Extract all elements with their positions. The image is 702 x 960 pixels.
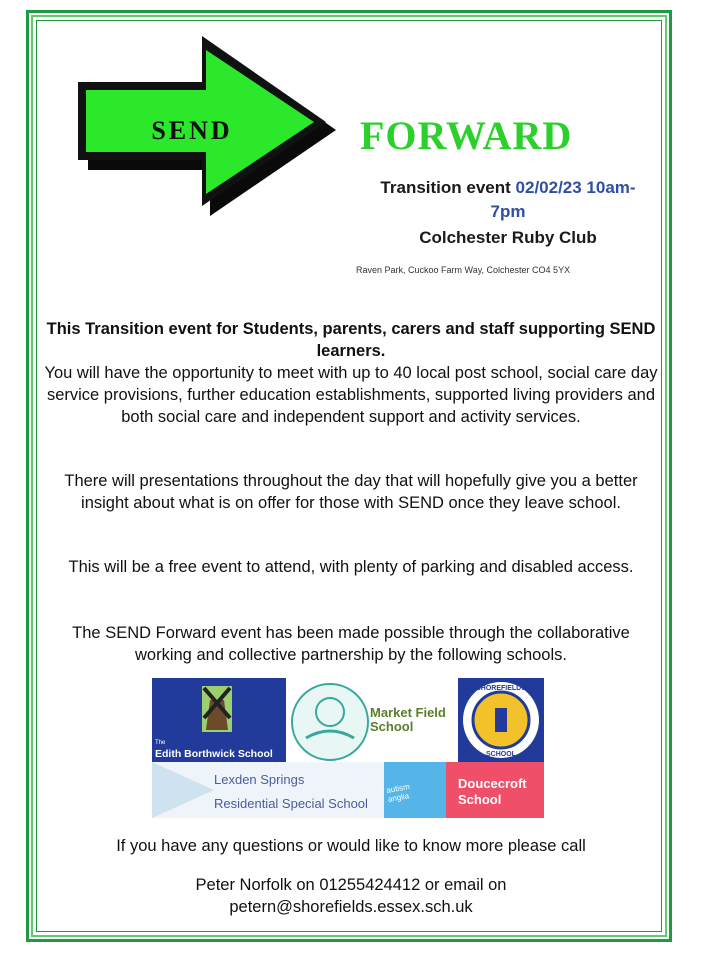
- market-field-label: [370, 706, 446, 734]
- market-field-line2: School: [370, 719, 414, 734]
- shorefields-bottom-text: SCHOOL: [486, 751, 516, 758]
- venue-name: Colchester Ruby Club: [419, 228, 597, 247]
- partnership-paragraph: The SEND Forward event has been made possible through the collaborative working and collective partnership by the following schools.: [72, 624, 630, 664]
- tree-hands-icon: [286, 678, 370, 762]
- lexden-line2: Residential Special School: [214, 796, 368, 811]
- contact-email[interactable]: petern@shorefields.essex.sch.uk: [229, 898, 473, 916]
- lexden-line1: Lexden Springs: [214, 772, 305, 787]
- lexden-springs-logo: [152, 762, 384, 818]
- lexden-shape-icon: [152, 762, 214, 818]
- edith-the: The: [155, 740, 166, 746]
- edith-label: Edith Borthwick School: [155, 748, 273, 760]
- page-title: FORWARD: [360, 113, 573, 158]
- intro-lead: This Transition event for Students, parents, carers and staff supporting SEND learners.: [46, 320, 656, 360]
- contact-details: [44, 874, 658, 918]
- free-event-paragraph: This will be a free event to attend, with plenty of parking and disabled access.: [68, 558, 634, 576]
- event-datetime: [348, 176, 668, 224]
- shorefields-badge-icon: [458, 678, 544, 762]
- doucecroft-line2: School: [458, 792, 502, 807]
- intro-paragraph: [44, 318, 658, 428]
- arrow-word: SEND: [151, 116, 233, 145]
- shorefields-logo: [458, 678, 544, 762]
- doucecroft-logo: [384, 762, 544, 818]
- edith-borthwick-logo: [152, 678, 286, 762]
- lexden-label: [214, 768, 368, 816]
- event-date: 02/02/23 10am-: [515, 178, 636, 197]
- doucecroft-line1: Doucecroft: [458, 776, 527, 791]
- contact-question: If you have any questions or would like to know more please call: [116, 837, 586, 855]
- autism-line2: anglia: [387, 791, 410, 804]
- contact-phone: Peter Norfolk on 01255424412 or email on: [195, 876, 507, 894]
- send-arrow-graphic: [74, 30, 344, 220]
- presentations-paragraph: There will presentations throughout the day that will hopefully give you a better insight about what is on offer for those with SEND once they leave school.: [64, 472, 638, 512]
- shorefields-top-text: SHOREFIELDS: [476, 685, 526, 692]
- school-logos: [152, 678, 544, 818]
- venue-address: Raven Park, Cuckoo Farm Way, Colchester CO4 5YX: [356, 265, 571, 275]
- event-time-cont: 7pm: [490, 202, 526, 221]
- autism-line1: autism: [385, 782, 411, 796]
- doucecroft-label: [458, 776, 527, 808]
- market-field-logo: [286, 678, 458, 762]
- market-field-line1: Market Field: [370, 705, 446, 720]
- event-prefix: Transition event: [380, 178, 511, 197]
- intro-body: You will have the opportunity to meet with up to 40 local post school, social care day service provisions, further education establishments, supported living providers and both social care and independent support and activity services.: [44, 364, 658, 426]
